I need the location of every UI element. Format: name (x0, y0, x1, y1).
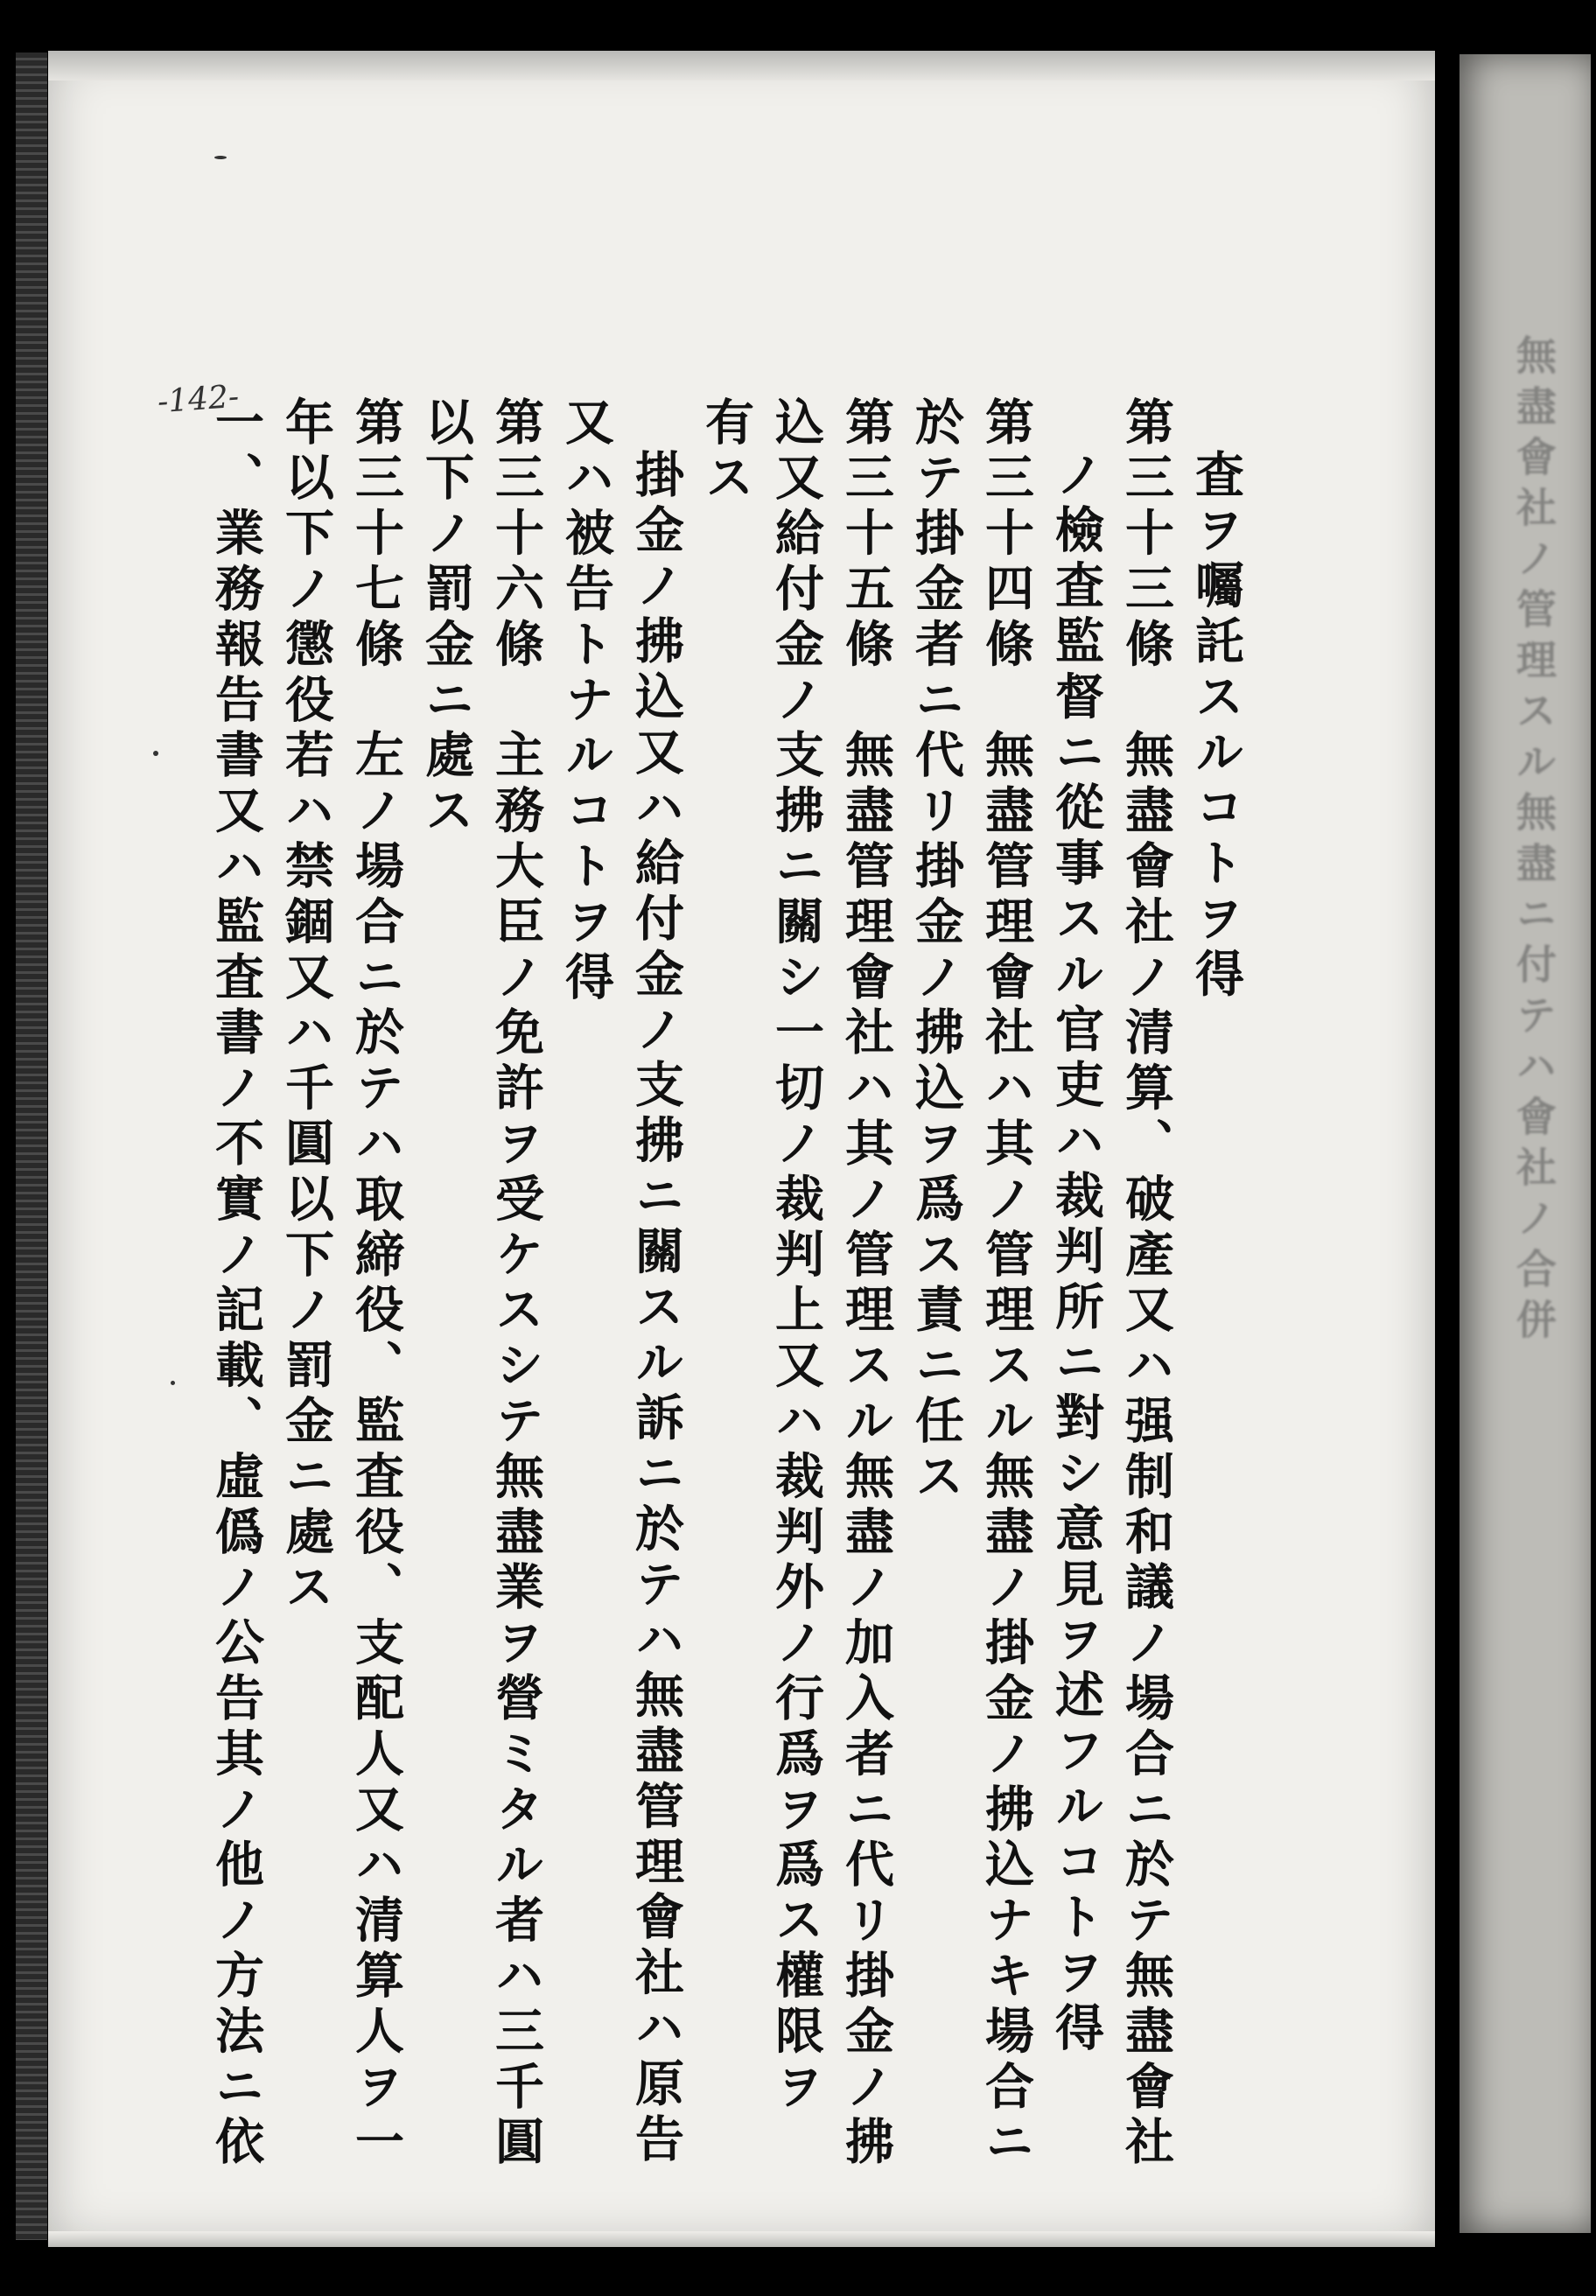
text-column-14: 年以下ノ懲役若ハ禁錮又ハ千圓以下ノ罰金ニ處ス (277, 396, 335, 1617)
ink-speck (153, 751, 158, 756)
text-column-10: 又ハ被告トナルコトヲ得 (557, 396, 615, 1007)
page-number: -142- (156, 378, 241, 421)
ink-speck (214, 156, 227, 159)
facing-page (1460, 54, 1591, 2233)
text-column-3: ノ檢査監督ニ從事スル官吏ハ裁判所ニ對シ意見ヲ述フルコトヲ得 (1047, 449, 1105, 2058)
text-column-4: 第三十四條 無盡管理會社ハ其ノ管理スル無盡ノ掛金ノ拂込ナキ場合ニ (977, 396, 1035, 2172)
text-column-2: 第三十三條 無盡會社ノ清算、破產又ハ强制和議ノ場合ニ於テ無盡會社 (1117, 396, 1175, 2172)
book-gutter (1435, 61, 1460, 2231)
text-column-11: 第三十六條 主務大臣ノ免許ヲ受ケスシテ無盡業ヲ營ミタル者ハ三千圓 (487, 396, 545, 2172)
text-column-9: 掛金ノ拂込又ハ給付金ノ支拂ニ關スル訴ニ於テハ無盡管理會社ハ原告 (627, 449, 685, 2169)
facing-page-text: 無盡會社ノ管理スル無盡ニ付テハ會社ノ合併 (1510, 334, 1558, 1349)
text-column-15: 一、業務報告書又ハ監査書ノ不實ノ記載、虛僞ノ公告其ノ他ノ方法ニ依 (207, 396, 265, 2172)
book-binding-edge (16, 52, 47, 2240)
text-column-6: 第三十五條 無盡管理會社ハ其ノ管理スル無盡ノ加入者ニ代リ掛金ノ拂 (837, 396, 895, 2172)
vertical-text-block (201, 396, 1251, 2172)
text-column-1: 査ヲ囑託スルコトヲ得 (1187, 449, 1245, 1004)
page-top-edge (48, 51, 1435, 80)
page-bottom-edge (48, 2231, 1435, 2247)
book-page (48, 51, 1435, 2247)
ink-speck (171, 1381, 175, 1385)
text-column-12: 以下ノ罰金ニ處ス (417, 396, 475, 841)
text-column-5: 於テ掛金者ニ代リ掛金ノ拂込ヲ爲ス責ニ任ス (907, 396, 965, 1506)
text-column-13: 第三十七條 左ノ場合ニ於テハ取締役、監査役、支配人又ハ清算人ヲ一 (347, 396, 405, 2172)
text-column-8: 有ス (697, 396, 755, 508)
text-column-7: 込又給付金ノ支拂ニ關シ一切ノ裁判上又ハ裁判外ノ行爲ヲ爲ス權限ヲ (767, 396, 825, 2117)
